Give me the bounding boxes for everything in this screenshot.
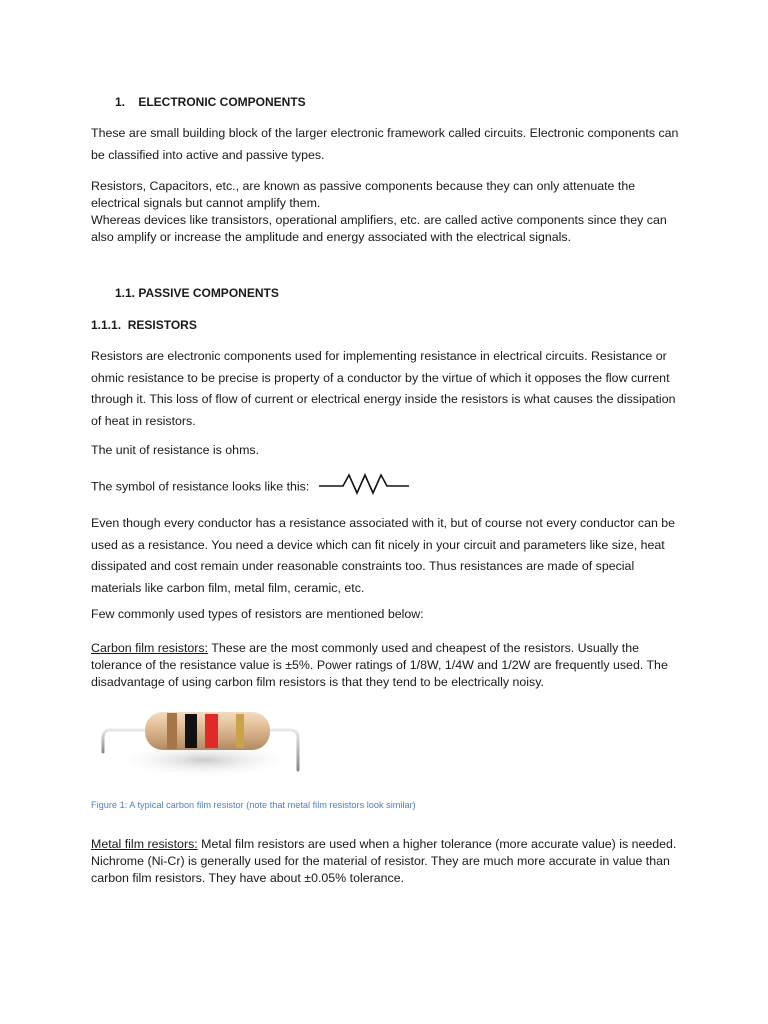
active-line: Whereas devices like transistors, operational amplifiers, etc. are called active components since they can also amplify or increase the amplitude and energy associated with the electrical signals. — [91, 213, 667, 244]
symbol-paragraph — [91, 475, 681, 499]
resistor-definition-paragraph: Resistors are electronic components used for implementing resistance in electrical circuits. Resistance or ohmic resistance to be precise is property of a conductor by the virtue of which it opposes the flow current through it. This loss of flow of current or electrical energy inside the resistors is what causes the dissipation of heat in resistors. — [91, 349, 676, 428]
unit-paragraph: The unit of resistance is ohms. — [91, 443, 260, 457]
color-band-1 — [167, 713, 177, 749]
metal-film-paragraph — [91, 836, 681, 887]
section-1-1-heading: 1.1. PASSIVE COMPONENTS — [115, 286, 279, 300]
symbol-label: The symbol of resistance looks like this: — [91, 479, 310, 494]
carbon-film-resistor-image — [95, 700, 310, 785]
resistor-symbol-icon — [319, 472, 409, 496]
color-band-3 — [205, 714, 218, 748]
metal-film-label: Metal film resistors: — [91, 837, 198, 851]
carbon-film-text: These are the most commonly used and cheapest of the resistors. Usually the tolerance of the resistance value is ±5%. Power ratings of 1/8W, 1/4W and 1/2W are frequently used. The disadvantage of using carbon film resistors is that they tend to be electrically noisy. — [91, 641, 668, 689]
passive-line: Resistors, Capacitors, etc., are known as passive components because they can only attenuate the electrical signals but cannot amplify them. — [91, 179, 636, 210]
materials-paragraph: Even though every conductor has a resistance associated with it, but of course not every conductor can be used as a resistance. You need a device which can fit nicely in your circuit and parameters like size, heat dissipated and cost remain under reasonable constraints too. Thus resistances are made of special materials like carbon film, metal film, ceramic, etc. — [91, 516, 676, 595]
metal-film-text: Metal film resistors are used when a higher tolerance (more accurate value) is needed. Nichrome (Ni-Cr) is generally used for the material of resistor. They are much more accurate in value than carbon film resistors. They have about ±0.05% tolerance. — [91, 837, 677, 885]
carbon-film-paragraph — [91, 640, 681, 691]
carbon-film-label: Carbon film resistors: — [91, 641, 209, 655]
figure-1-caption: Figure 1: A typical carbon film resistor (note that metal film resistors look similar) — [91, 800, 416, 811]
color-band-4 — [236, 714, 244, 748]
types-intro-paragraph: Few commonly used types of resistors are mentioned below: — [91, 607, 424, 621]
color-band-2 — [185, 714, 197, 748]
section-1-heading: 1. ELECTRONIC COMPONENTS — [115, 95, 306, 109]
passive-paragraph — [91, 178, 681, 246]
section-1-1-1-heading: 1.1.1. RESISTORS — [91, 318, 197, 332]
intro-paragraph: These are small building block of the larger electronic framework called circuits. Electronic components can be classified into active and passive types. — [91, 126, 679, 162]
